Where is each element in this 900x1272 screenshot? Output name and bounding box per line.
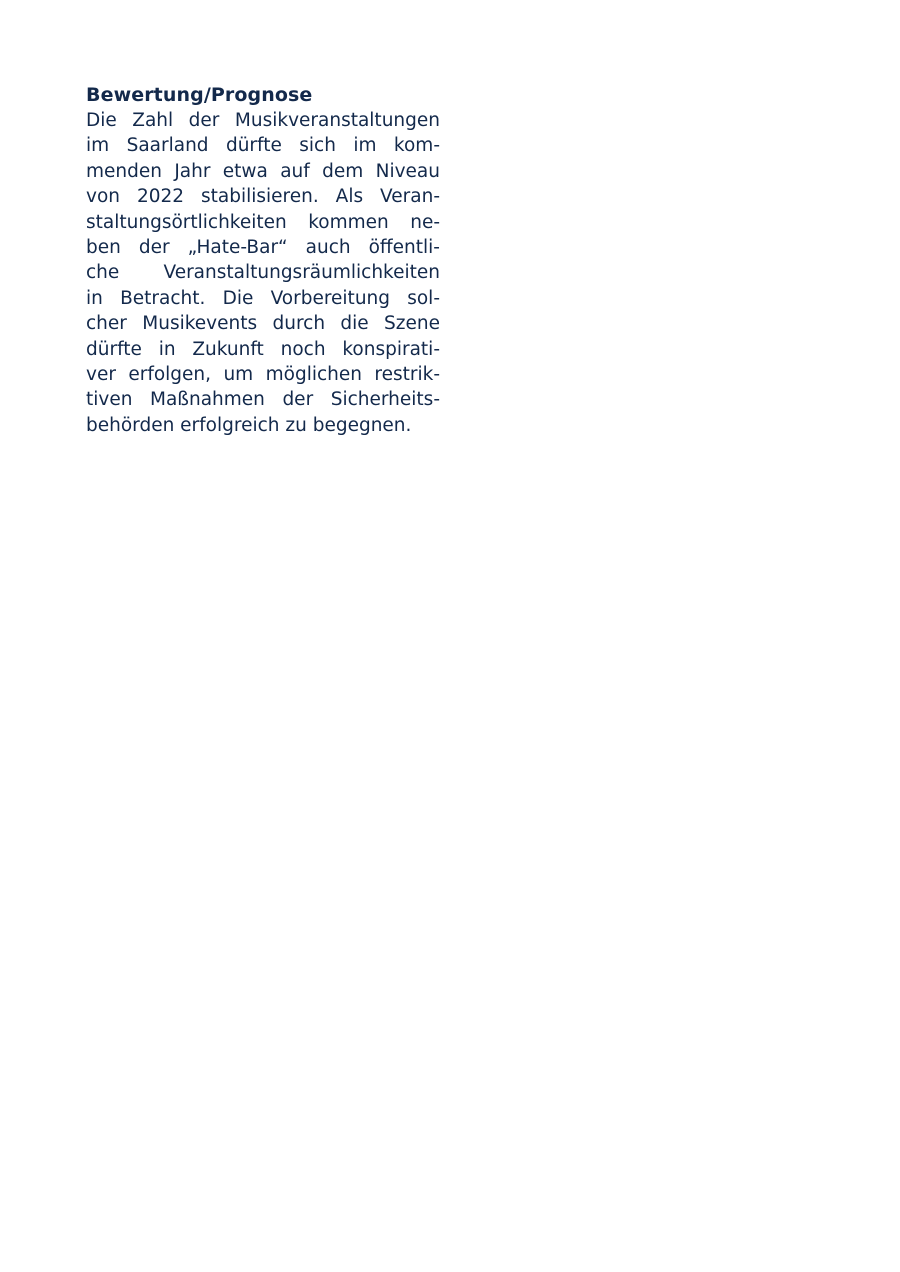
section-heading: Bewertung/Prognose: [86, 84, 313, 106]
paragraph-line: dürfte in Zukunft noch konspirati-: [86, 338, 440, 360]
paragraph-line: ver erfolgen, um möglichen restrik-: [86, 364, 440, 386]
paragraph-line: cher Musikevents durch die Szene: [86, 313, 440, 335]
paragraph-line: ben der „Hate-Bar“ auch öffentli-: [86, 237, 440, 259]
paragraph-line: von 2022 stabilisieren. Als Veran-: [86, 186, 440, 208]
paragraph-line: che Veranstaltungsräumlichkeiten: [86, 262, 440, 284]
paragraph-line: staltungsörtlichkeiten kommen ne-: [86, 211, 440, 233]
paragraph-line: tiven Maßnahmen der Sicherheits-: [86, 389, 440, 411]
paragraph-line: Die Zahl der Musikveranstaltungen: [86, 110, 440, 131]
paragraph-line: menden Jahr etwa auf dem Niveau: [86, 160, 440, 182]
paragraph-line: behörden erfolgreich zu begegnen.: [86, 414, 412, 436]
text-column: [86, 83, 440, 438]
paragraph-line: im Saarland dürfte sich im kom-: [86, 135, 440, 157]
body-paragraph: [86, 108, 440, 438]
paragraph-line: in Betracht. Die Vorbereitung sol-: [86, 287, 440, 309]
